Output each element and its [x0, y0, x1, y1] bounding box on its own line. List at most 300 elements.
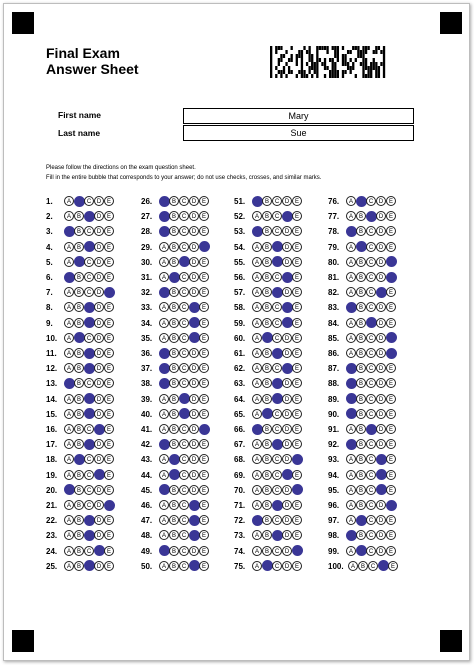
answer-bubble-c[interactable]: C	[368, 561, 378, 571]
answer-bubble-a[interactable]: A	[159, 302, 169, 312]
answer-bubble-d[interactable]: D	[376, 272, 386, 282]
answer-bubble-a[interactable]: A	[159, 272, 169, 282]
answer-bubble-e[interactable]: E	[386, 332, 397, 343]
answer-bubble-e[interactable]: E	[199, 530, 209, 540]
answer-bubble-a[interactable]: A	[64, 318, 74, 328]
answer-bubble-a[interactable]: A	[346, 454, 356, 464]
answer-bubble-c[interactable]: C	[179, 454, 189, 464]
answer-bubble-d[interactable]: D	[282, 485, 292, 495]
answer-bubble-e[interactable]: E	[104, 318, 114, 328]
answer-bubble-d[interactable]: D	[282, 454, 292, 464]
answer-bubble-d[interactable]: D	[189, 378, 199, 388]
answer-bubble-e[interactable]: E	[104, 485, 114, 495]
answer-bubble-d[interactable]: D	[94, 409, 104, 419]
answer-bubble-b[interactable]: B	[74, 318, 84, 328]
answer-bubble-b[interactable]: B	[169, 530, 179, 540]
answer-bubble-e[interactable]: E	[386, 530, 396, 540]
answer-bubble-d[interactable]: D	[376, 394, 386, 404]
answer-bubble-c[interactable]: C	[179, 439, 189, 449]
answer-bubble-c[interactable]: C	[272, 378, 283, 389]
answer-bubble-c[interactable]: C	[272, 196, 282, 206]
answer-bubble-e[interactable]: E	[292, 318, 302, 328]
answer-bubble-c[interactable]: C	[179, 272, 189, 282]
answer-bubble-b[interactable]: B	[356, 409, 366, 419]
answer-bubble-a[interactable]: A	[346, 408, 357, 419]
answer-bubble-a[interactable]: A	[159, 545, 170, 556]
answer-bubble-e[interactable]: E	[292, 454, 303, 465]
answer-bubble-a[interactable]: A	[64, 211, 74, 221]
answer-bubble-b[interactable]: B	[262, 560, 273, 571]
answer-bubble-c[interactable]: C	[84, 196, 94, 206]
answer-bubble-a[interactable]: A	[64, 394, 74, 404]
answer-bubble-a[interactable]: A	[64, 272, 75, 283]
answer-bubble-c[interactable]: C	[84, 211, 95, 222]
answer-bubble-c[interactable]: C	[179, 363, 189, 373]
answer-bubble-e[interactable]: E	[199, 515, 209, 525]
answer-bubble-a[interactable]: A	[252, 363, 262, 373]
answer-bubble-a[interactable]: A	[346, 287, 356, 297]
answer-bubble-e[interactable]: E	[386, 470, 396, 480]
answer-bubble-e[interactable]: E	[104, 470, 114, 480]
answer-bubble-d[interactable]: D	[282, 409, 292, 419]
answer-bubble-d[interactable]: D	[376, 469, 387, 480]
answer-bubble-d[interactable]: D	[189, 242, 199, 252]
answer-bubble-b[interactable]: B	[74, 302, 84, 312]
answer-bubble-a[interactable]: A	[159, 257, 169, 267]
answer-bubble-c[interactable]: C	[179, 211, 189, 221]
answer-bubble-e[interactable]: E	[199, 302, 209, 312]
answer-bubble-c[interactable]: C	[179, 393, 190, 404]
answer-bubble-b[interactable]: B	[262, 257, 272, 267]
answer-bubble-d[interactable]: D	[376, 211, 386, 221]
answer-bubble-a[interactable]: A	[64, 242, 74, 252]
answer-bubble-c[interactable]: C	[272, 211, 282, 221]
answer-bubble-e[interactable]: E	[292, 561, 302, 571]
answer-bubble-e[interactable]: E	[104, 515, 114, 525]
answer-bubble-c[interactable]: C	[366, 211, 377, 222]
answer-bubble-a[interactable]: A	[252, 257, 262, 267]
answer-bubble-d[interactable]: D	[189, 196, 199, 206]
answer-bubble-b[interactable]: B	[74, 211, 84, 221]
answer-bubble-e[interactable]: E	[292, 484, 303, 495]
answer-bubble-e[interactable]: E	[199, 485, 209, 495]
answer-bubble-c[interactable]: C	[366, 454, 376, 464]
answer-bubble-c[interactable]: C	[272, 302, 282, 312]
answer-bubble-e[interactable]: E	[292, 394, 302, 404]
answer-bubble-a[interactable]: A	[346, 348, 356, 358]
answer-bubble-d[interactable]: D	[189, 546, 199, 556]
answer-bubble-a[interactable]: A	[64, 484, 75, 495]
answer-bubble-c[interactable]: C	[366, 196, 376, 206]
answer-bubble-a[interactable]: A	[252, 561, 262, 571]
answer-bubble-d[interactable]: D	[189, 272, 199, 282]
answer-bubble-d[interactable]: D	[376, 318, 386, 328]
answer-bubble-c[interactable]: C	[84, 439, 95, 450]
answer-bubble-b[interactable]: B	[356, 439, 366, 449]
answer-bubble-a[interactable]: A	[252, 242, 262, 252]
answer-bubble-d[interactable]: D	[282, 394, 292, 404]
answer-bubble-d[interactable]: D	[189, 424, 199, 434]
answer-bubble-a[interactable]: A	[64, 454, 74, 464]
answer-bubble-c[interactable]: C	[272, 409, 282, 419]
answer-bubble-c[interactable]: C	[366, 470, 376, 480]
answer-bubble-e[interactable]: E	[292, 545, 303, 556]
answer-bubble-d[interactable]: D	[94, 500, 104, 510]
answer-bubble-c[interactable]: C	[366, 348, 376, 358]
answer-bubble-a[interactable]: A	[159, 394, 169, 404]
answer-bubble-e[interactable]: E	[104, 394, 114, 404]
answer-bubble-b[interactable]: B	[169, 302, 179, 312]
answer-bubble-c[interactable]: C	[272, 226, 282, 236]
answer-bubble-c[interactable]: C	[179, 561, 189, 571]
answer-bubble-e[interactable]: E	[199, 378, 209, 388]
answer-bubble-e[interactable]: E	[199, 409, 209, 419]
answer-bubble-a[interactable]: A	[346, 393, 357, 404]
answer-bubble-b[interactable]: B	[356, 318, 366, 328]
answer-bubble-e[interactable]: E	[104, 272, 114, 282]
answer-bubble-d[interactable]: D	[94, 196, 104, 206]
answer-bubble-c[interactable]: C	[366, 409, 376, 419]
answer-bubble-e[interactable]: E	[104, 226, 114, 236]
answer-bubble-b[interactable]: B	[356, 196, 367, 207]
answer-bubble-a[interactable]: A	[252, 287, 262, 297]
answer-bubble-a[interactable]: A	[346, 333, 356, 343]
answer-bubble-e[interactable]: E	[104, 363, 114, 373]
answer-bubble-b[interactable]: B	[262, 485, 272, 495]
answer-bubble-b[interactable]: B	[169, 500, 179, 510]
answer-bubble-c[interactable]: C	[272, 256, 283, 267]
answer-bubble-d[interactable]: D	[282, 196, 292, 206]
answer-bubble-a[interactable]: A	[159, 484, 170, 495]
answer-bubble-a[interactable]: A	[64, 515, 74, 525]
answer-bubble-a[interactable]: A	[346, 470, 356, 480]
answer-bubble-b[interactable]: B	[262, 530, 272, 540]
answer-bubble-c[interactable]: C	[366, 394, 376, 404]
answer-bubble-b[interactable]: B	[74, 226, 84, 236]
answer-bubble-b[interactable]: B	[169, 546, 179, 556]
answer-bubble-d[interactable]: D	[94, 257, 104, 267]
answer-bubble-a[interactable]: A	[159, 348, 170, 359]
answer-bubble-b[interactable]: B	[262, 272, 272, 282]
answer-bubble-d[interactable]: D	[94, 333, 104, 343]
answer-bubble-b[interactable]: B	[356, 485, 366, 495]
answer-bubble-b[interactable]: B	[74, 409, 84, 419]
answer-bubble-a[interactable]: A	[346, 439, 357, 450]
answer-bubble-d[interactable]: D	[376, 196, 386, 206]
answer-bubble-a[interactable]: A	[159, 530, 169, 540]
answer-bubble-e[interactable]: E	[292, 363, 302, 373]
answer-bubble-c[interactable]: C	[272, 272, 282, 282]
answer-bubble-b[interactable]: B	[356, 226, 366, 236]
answer-bubble-d[interactable]: D	[94, 561, 104, 571]
answer-bubble-e[interactable]: E	[386, 211, 396, 221]
answer-bubble-a[interactable]: A	[346, 546, 356, 556]
answer-bubble-e[interactable]: E	[199, 318, 209, 328]
last-name-field[interactable]: Sue	[183, 125, 414, 141]
answer-bubble-d[interactable]: D	[376, 378, 386, 388]
answer-bubble-b[interactable]: B	[74, 332, 85, 343]
answer-bubble-a[interactable]: A	[64, 333, 74, 343]
answer-bubble-d[interactable]: D	[189, 348, 199, 358]
answer-bubble-b[interactable]: B	[169, 561, 179, 571]
answer-bubble-d[interactable]: D	[376, 454, 387, 465]
answer-bubble-b[interactable]: B	[358, 561, 368, 571]
answer-bubble-c[interactable]: C	[179, 333, 189, 343]
answer-bubble-e[interactable]: E	[386, 454, 396, 464]
answer-bubble-d[interactable]: D	[189, 363, 199, 373]
answer-bubble-d[interactable]: D	[282, 302, 293, 313]
answer-bubble-b[interactable]: B	[262, 439, 272, 449]
answer-bubble-a[interactable]: A	[64, 500, 74, 510]
answer-bubble-b[interactable]: B	[169, 196, 179, 206]
answer-bubble-c[interactable]: C	[179, 424, 189, 434]
answer-bubble-a[interactable]: A	[252, 302, 262, 312]
answer-bubble-e[interactable]: E	[199, 561, 209, 571]
answer-bubble-d[interactable]: D	[282, 257, 292, 267]
answer-bubble-e[interactable]: E	[386, 256, 397, 267]
answer-bubble-a[interactable]: A	[159, 318, 169, 328]
answer-bubble-b[interactable]: B	[262, 318, 272, 328]
answer-bubble-a[interactable]: A	[346, 515, 356, 525]
answer-bubble-b[interactable]: B	[169, 515, 179, 525]
answer-bubble-b[interactable]: B	[262, 348, 272, 358]
answer-bubble-c[interactable]: C	[84, 272, 94, 282]
answer-bubble-a[interactable]: A	[252, 226, 263, 237]
answer-bubble-b[interactable]: B	[262, 378, 272, 388]
answer-bubble-b[interactable]: B	[169, 226, 179, 236]
answer-bubble-b[interactable]: B	[356, 530, 366, 540]
answer-bubble-d[interactable]: D	[189, 287, 199, 297]
answer-bubble-a[interactable]: A	[159, 242, 169, 252]
answer-bubble-c[interactable]: C	[84, 530, 95, 541]
answer-bubble-a[interactable]: A	[64, 470, 74, 480]
answer-bubble-e[interactable]: E	[104, 257, 114, 267]
answer-bubble-b[interactable]: B	[74, 363, 84, 373]
answer-bubble-a[interactable]: A	[159, 454, 169, 464]
answer-bubble-a[interactable]: A	[252, 454, 262, 464]
answer-bubble-c[interactable]: C	[272, 241, 283, 252]
answer-bubble-e[interactable]: E	[199, 196, 209, 206]
answer-bubble-b[interactable]: B	[74, 500, 84, 510]
answer-bubble-e[interactable]: E	[292, 302, 302, 312]
answer-bubble-a[interactable]: A	[159, 515, 169, 525]
answer-bubble-e[interactable]: E	[199, 439, 209, 449]
answer-bubble-b[interactable]: B	[74, 348, 84, 358]
answer-bubble-c[interactable]: C	[272, 439, 283, 450]
answer-bubble-d[interactable]: D	[376, 515, 386, 525]
answer-bubble-e[interactable]: E	[292, 515, 302, 525]
answer-bubble-e[interactable]: E	[104, 211, 114, 221]
answer-bubble-e[interactable]: E	[104, 454, 114, 464]
answer-bubble-b[interactable]: B	[356, 211, 366, 221]
answer-bubble-a[interactable]: A	[159, 226, 170, 237]
answer-bubble-e[interactable]: E	[104, 287, 115, 298]
answer-bubble-d[interactable]: D	[376, 226, 386, 236]
answer-bubble-b[interactable]: B	[262, 211, 272, 221]
answer-bubble-b[interactable]: B	[169, 287, 179, 297]
answer-bubble-e[interactable]: E	[386, 363, 396, 373]
answer-bubble-a[interactable]: A	[346, 378, 357, 389]
answer-bubble-c[interactable]: C	[84, 333, 94, 343]
answer-bubble-e[interactable]: E	[199, 470, 209, 480]
answer-bubble-b[interactable]: B	[74, 561, 84, 571]
answer-bubble-e[interactable]: E	[199, 211, 209, 221]
answer-bubble-b[interactable]: B	[356, 333, 366, 343]
answer-bubble-d[interactable]: D	[189, 226, 199, 236]
answer-bubble-c[interactable]: C	[272, 424, 282, 434]
answer-bubble-a[interactable]: A	[64, 561, 74, 571]
answer-bubble-e[interactable]: E	[199, 394, 209, 404]
answer-bubble-a[interactable]: A	[159, 196, 170, 207]
answer-bubble-a[interactable]: A	[252, 470, 262, 480]
answer-bubble-e[interactable]: E	[292, 530, 302, 540]
answer-bubble-b[interactable]: B	[74, 394, 84, 404]
answer-bubble-e[interactable]: E	[104, 561, 114, 571]
answer-bubble-e[interactable]: E	[386, 287, 396, 297]
answer-bubble-d[interactable]: D	[282, 424, 292, 434]
answer-bubble-c[interactable]: C	[84, 500, 94, 510]
answer-bubble-c[interactable]: C	[84, 560, 95, 571]
answer-bubble-c[interactable]: C	[179, 226, 189, 236]
answer-bubble-d[interactable]: D	[189, 211, 199, 221]
answer-bubble-c[interactable]: C	[272, 561, 282, 571]
answer-bubble-a[interactable]: A	[252, 333, 262, 343]
answer-bubble-b[interactable]: B	[74, 515, 84, 525]
answer-bubble-e[interactable]: E	[292, 470, 302, 480]
answer-bubble-a[interactable]: A	[159, 211, 170, 222]
answer-bubble-a[interactable]: A	[346, 257, 356, 267]
answer-bubble-d[interactable]: D	[189, 530, 200, 541]
answer-bubble-c[interactable]: C	[84, 302, 95, 313]
answer-bubble-c[interactable]: C	[84, 515, 95, 526]
answer-bubble-a[interactable]: A	[252, 485, 262, 495]
answer-bubble-c[interactable]: C	[84, 454, 94, 464]
answer-bubble-a[interactable]: A	[252, 378, 262, 388]
answer-bubble-b[interactable]: B	[169, 424, 179, 434]
answer-bubble-c[interactable]: C	[366, 242, 376, 252]
answer-bubble-a[interactable]: A	[159, 333, 169, 343]
answer-bubble-d[interactable]: D	[282, 226, 292, 236]
answer-bubble-d[interactable]: D	[94, 454, 104, 464]
answer-bubble-b[interactable]: B	[262, 363, 272, 373]
answer-bubble-a[interactable]: A	[252, 546, 262, 556]
answer-bubble-d[interactable]: D	[282, 287, 292, 297]
answer-bubble-c[interactable]: C	[179, 242, 189, 252]
answer-bubble-d[interactable]: D	[94, 318, 104, 328]
answer-bubble-c[interactable]: C	[272, 333, 282, 343]
answer-bubble-e[interactable]: E	[199, 454, 209, 464]
answer-bubble-b[interactable]: B	[356, 272, 366, 282]
answer-bubble-b[interactable]: B	[169, 439, 179, 449]
answer-bubble-b[interactable]: B	[356, 287, 366, 297]
answer-bubble-d[interactable]: D	[282, 500, 292, 510]
answer-bubble-c[interactable]: C	[84, 424, 94, 434]
answer-bubble-d[interactable]: D	[94, 211, 104, 221]
answer-bubble-c[interactable]: C	[179, 287, 189, 297]
answer-bubble-e[interactable]: E	[386, 485, 396, 495]
answer-bubble-a[interactable]: A	[159, 424, 169, 434]
answer-bubble-a[interactable]: A	[159, 470, 169, 480]
answer-bubble-c[interactable]: C	[366, 530, 376, 540]
answer-bubble-c[interactable]: C	[366, 226, 376, 236]
answer-bubble-c[interactable]: C	[272, 363, 282, 373]
answer-bubble-e[interactable]: E	[386, 515, 396, 525]
answer-bubble-d[interactable]: D	[282, 348, 292, 358]
answer-bubble-b[interactable]: B	[169, 409, 179, 419]
answer-bubble-d[interactable]: D	[282, 242, 292, 252]
answer-bubble-a[interactable]: A	[159, 378, 170, 389]
answer-bubble-d[interactable]: D	[94, 394, 104, 404]
answer-bubble-c[interactable]: C	[366, 485, 376, 495]
answer-bubble-b[interactable]: B	[169, 454, 180, 465]
answer-bubble-c[interactable]: C	[179, 378, 189, 388]
answer-bubble-b[interactable]: B	[74, 454, 85, 465]
answer-bubble-a[interactable]: A	[252, 318, 262, 328]
answer-bubble-c[interactable]: C	[84, 287, 94, 297]
answer-bubble-c[interactable]: C	[366, 287, 376, 297]
answer-bubble-d[interactable]: D	[376, 287, 387, 298]
answer-bubble-c[interactable]: C	[84, 317, 95, 328]
answer-bubble-b[interactable]: B	[356, 500, 366, 510]
answer-bubble-e[interactable]: E	[386, 226, 396, 236]
answer-bubble-b[interactable]: B	[356, 515, 367, 526]
answer-bubble-d[interactable]: D	[376, 348, 386, 358]
answer-bubble-e[interactable]: E	[386, 546, 396, 556]
answer-bubble-e[interactable]: E	[388, 561, 398, 571]
answer-bubble-a[interactable]: A	[64, 530, 74, 540]
answer-bubble-a[interactable]: A	[252, 530, 262, 540]
answer-bubble-d[interactable]: D	[376, 484, 387, 495]
answer-bubble-c[interactable]: C	[272, 546, 282, 556]
answer-bubble-e[interactable]: E	[199, 424, 210, 435]
answer-bubble-b[interactable]: B	[169, 394, 179, 404]
answer-bubble-d[interactable]: D	[94, 515, 104, 525]
answer-bubble-b[interactable]: B	[74, 378, 84, 388]
answer-bubble-b[interactable]: B	[74, 439, 84, 449]
answer-bubble-c[interactable]: C	[179, 546, 189, 556]
answer-bubble-e[interactable]: E	[292, 196, 302, 206]
answer-bubble-d[interactable]: D	[376, 424, 386, 434]
answer-bubble-b[interactable]: B	[262, 332, 273, 343]
answer-bubble-d[interactable]: D	[94, 348, 104, 358]
answer-bubble-a[interactable]: A	[346, 302, 357, 313]
answer-bubble-a[interactable]: A	[252, 409, 262, 419]
answer-bubble-c[interactable]: C	[179, 256, 190, 267]
answer-bubble-a[interactable]: A	[348, 561, 358, 571]
answer-bubble-e[interactable]: E	[199, 257, 209, 267]
answer-bubble-d[interactable]: D	[282, 363, 293, 374]
answer-bubble-c[interactable]: C	[366, 378, 376, 388]
answer-bubble-d[interactable]: D	[376, 363, 386, 373]
answer-bubble-d[interactable]: D	[94, 469, 105, 480]
answer-bubble-d[interactable]: D	[189, 515, 200, 526]
answer-bubble-a[interactable]: A	[159, 287, 170, 298]
answer-bubble-c[interactable]: C	[272, 500, 283, 511]
answer-bubble-e[interactable]: E	[386, 394, 396, 404]
answer-bubble-e[interactable]: E	[199, 272, 209, 282]
answer-bubble-c[interactable]: C	[179, 318, 189, 328]
answer-bubble-e[interactable]: E	[292, 242, 302, 252]
answer-bubble-c[interactable]: C	[366, 272, 376, 282]
answer-bubble-c[interactable]: C	[272, 470, 282, 480]
answer-bubble-a[interactable]: A	[64, 378, 75, 389]
answer-bubble-a[interactable]: A	[346, 363, 357, 374]
answer-bubble-e[interactable]: E	[292, 378, 302, 388]
answer-bubble-a[interactable]: A	[64, 439, 74, 449]
answer-bubble-b[interactable]: B	[169, 211, 179, 221]
answer-bubble-b[interactable]: B	[262, 515, 272, 525]
answer-bubble-c[interactable]: C	[366, 424, 377, 435]
